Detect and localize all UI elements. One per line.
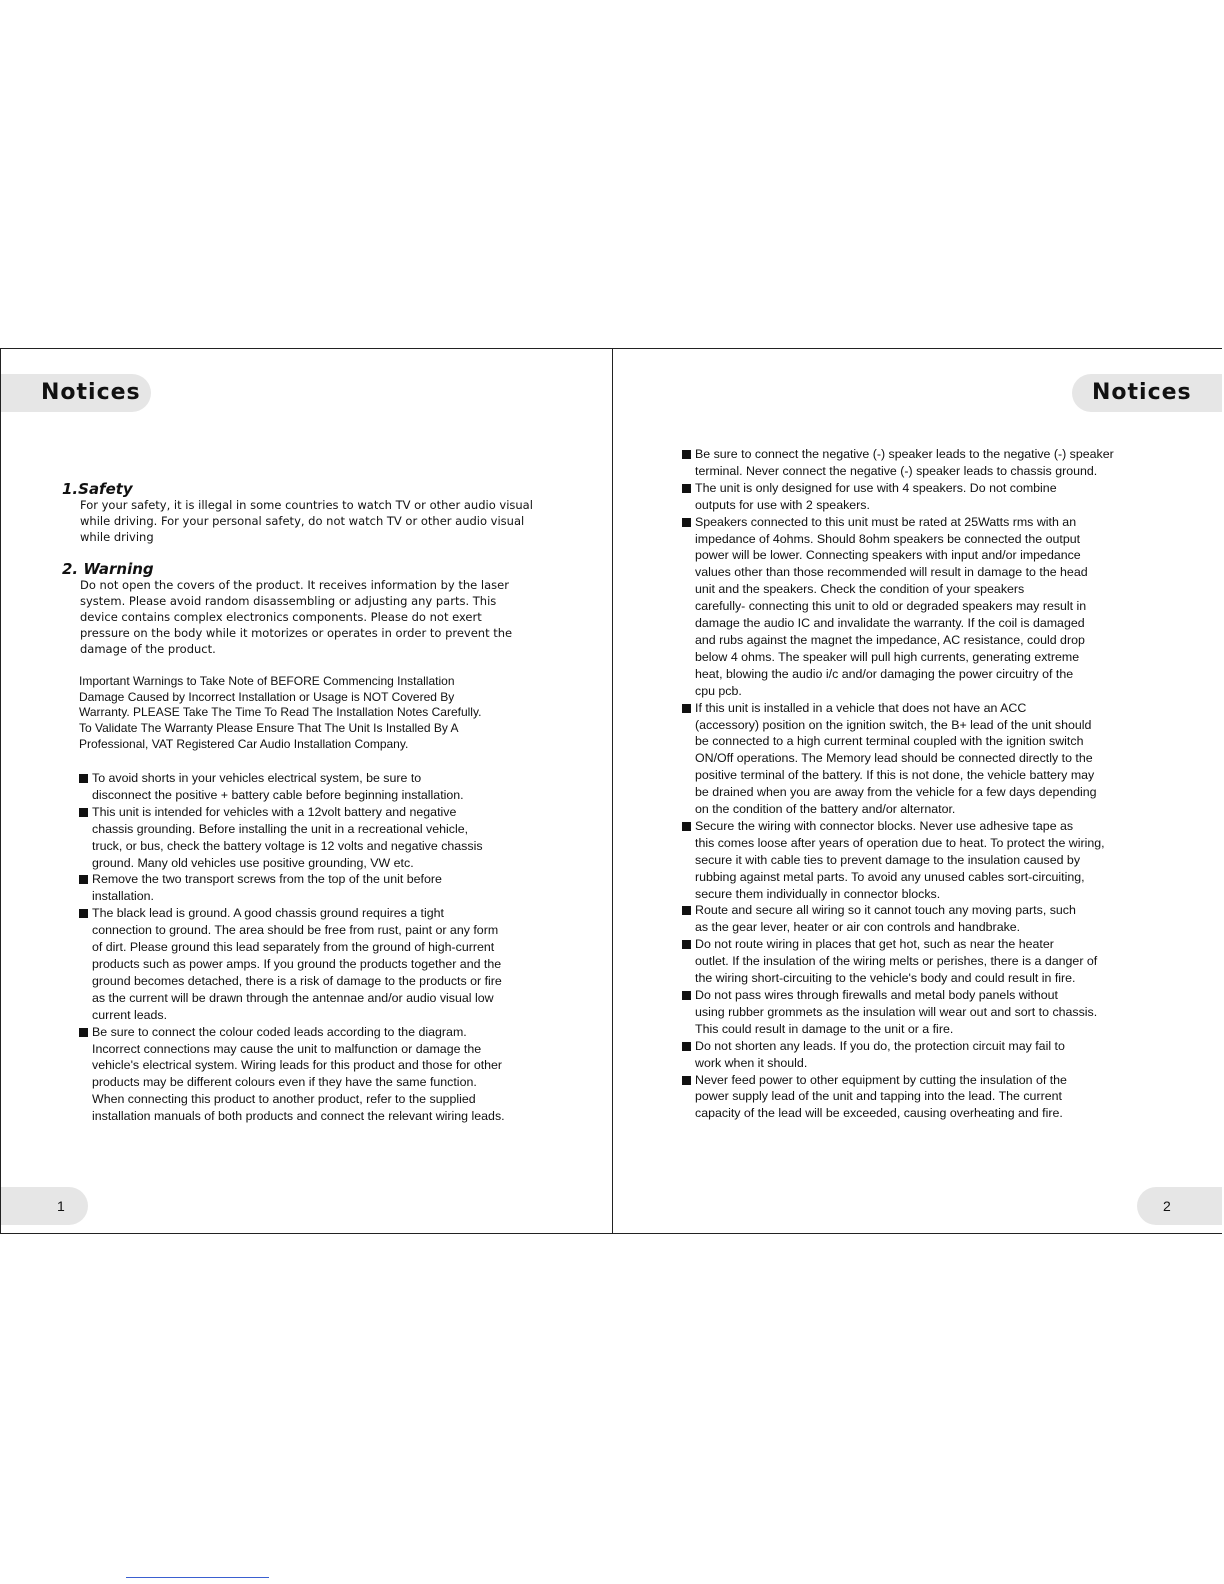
list-item-line: To avoid shorts in your vehicles electrical system, be sure to — [92, 771, 422, 785]
important-line: Warranty. PLEASE Take The Time To Read The Installation Notes Carefully. — [79, 705, 482, 720]
list-item-line: secure it with cable ties to prevent damage to the insulation caused by — [695, 852, 1081, 867]
list-item-line: as the current will be drawn through the antennae and/or audio visual low — [92, 990, 494, 1005]
safety-heading: 1.Safety — [62, 480, 133, 498]
list-item-line: be connected to a high current terminal coupled with the ignition switch — [695, 734, 1084, 749]
warning-line: Do not open the covers of the product. It receives information by the laser — [80, 578, 509, 592]
list-item-line: truck, or bus, check the battery voltage is 12 volts and negative chassis — [92, 838, 483, 853]
list-item-line: If this unit is installed in a vehicle that does not have an ACC — [695, 700, 1027, 715]
list-item — [682, 514, 1152, 700]
list-item — [682, 987, 1152, 1038]
list-item-line: This could result in damage to the unit or a fire. — [695, 1021, 954, 1036]
list-item-line: Be sure to connect the negative (-) speaker leads to the negative (-) speaker — [695, 447, 1114, 461]
list-item-line: Be sure to connect the colour coded leads according to the diagram. — [92, 1024, 467, 1039]
list-item-line: cpu pcb. — [695, 683, 742, 698]
safety-line: while driving — [80, 530, 154, 544]
list-item-line: ON/Off operations. The Memory lead should be connected directly to the — [695, 751, 1093, 766]
page-spine — [612, 348, 613, 1234]
page-number-right: 2 — [1137, 1187, 1222, 1225]
list-item-line: When connecting this product to another product, refer to the supplied — [92, 1092, 476, 1107]
header-tab-right: Notices — [1072, 374, 1222, 412]
list-item-line: using rubber grommets as the insulation will wear out and sort to chassis. — [695, 1004, 1098, 1019]
list-item-line: positive terminal of the battery. If this is not done, the vehicle battery may — [695, 768, 1095, 783]
list-item-line: secure them individually in connector blocks. — [695, 886, 941, 901]
list-item — [682, 936, 1152, 987]
warning-heading: 2. Warning — [62, 560, 154, 578]
list-item-line: rubbing against metal parts. To avoid any unused cables sort-circuiting, — [695, 869, 1085, 884]
list-item-line: of dirt. Please ground this lead separately from the ground of high-current — [92, 940, 495, 955]
list-item-line: heat, blowing the audio i/c and/or damaging the power circuitry of the — [695, 666, 1074, 681]
list-item — [79, 770, 549, 804]
list-item-line: Secure the wiring with connector blocks. Never use adhesive tape as — [695, 818, 1074, 833]
list-item-line: chassis grounding. Before installing the unit in a recreational vehicle, — [92, 821, 469, 836]
important-line: To Validate The Warranty Please Ensure That The Unit Is Installed By A — [79, 721, 459, 736]
list-item-line: The black lead is ground. A good chassis ground requires a tight — [92, 906, 444, 921]
warning-line: device contains complex electronics components. Please do not exert — [80, 610, 482, 624]
list-item — [682, 902, 1152, 936]
list-item-line: Do not pass wires through firewalls and metal body panels without — [695, 988, 1058, 1002]
safety-text — [80, 497, 533, 545]
left-bullet-list — [79, 770, 549, 1125]
list-item-line: the wiring short-circuiting to the vehicle's body and could result in fire. — [695, 971, 1076, 986]
list-item-line: Remove the two transport screws from the top of the unit before — [92, 872, 442, 887]
list-item-line: as the gear lever, heater or air con controls and handbrake. — [695, 920, 1021, 935]
important-warnings — [79, 674, 481, 753]
list-item-line: The unit is only designed for use with 4 speakers. Do not combine — [695, 480, 1057, 495]
list-item-line: vehicle's electrical system. Wiring leads for this product and those for other — [92, 1058, 503, 1073]
footer-rule — [126, 1577, 269, 1578]
list-item — [682, 818, 1152, 903]
list-item-line: Do not shorten any leads. If you do, the protection circuit may fail to — [695, 1038, 1065, 1053]
list-item-line: capacity of the lead will be exceeded, causing overheating and fire. — [695, 1106, 1063, 1121]
list-item-line: below 4 ohms. The speaker will pull high currents, generating extreme — [695, 649, 1080, 664]
list-item-line: power will be lower. Connecting speakers with input and/or impedance — [695, 548, 1081, 563]
list-item-line: ground. Many old vehicles use positive grounding, VW etc. — [92, 855, 414, 870]
warning-line: system. Please avoid random disassembling or adjusting any parts. This — [80, 594, 497, 608]
list-item-line: and rubs against the magnet the impedance, AC resistance, could drop — [695, 632, 1085, 647]
list-item-line: be drained when you are away from the vehicle for a few days depending — [695, 785, 1097, 800]
list-item-line: Do not route wiring in places that get hot, such as near the heater — [695, 937, 1054, 952]
list-item-line: carefully- connecting this unit to old or degraded speakers may result in — [695, 599, 1087, 614]
list-item-line: (accessory) position on the ignition switch, the B+ lead of the unit should — [695, 717, 1092, 732]
list-item-line: impedance of 4ohms. Should 8ohm speakers be connected the output — [695, 531, 1081, 546]
list-item — [682, 480, 1152, 514]
safety-line: while driving. For your personal safety, do not watch TV or other audio visual — [80, 514, 525, 528]
important-line: Professional, VAT Registered Car Audio Installation Company. — [79, 736, 409, 751]
list-item-line: current leads. — [92, 1007, 168, 1022]
list-item-line: values other than those recommended will result in damage to the head — [695, 565, 1088, 580]
important-line: Damage Caused by Incorrect Installation or Usage is NOT Covered By — [79, 689, 455, 704]
list-item — [79, 871, 549, 905]
list-item-line: this comes loose after years of operation due to heat. To protect the wiring, — [695, 835, 1105, 850]
list-item-line: connection to ground. The area should be free from rust, paint or any form — [92, 923, 499, 938]
header-tab-left: Notices — [1, 374, 151, 412]
list-item — [79, 1024, 549, 1125]
warning-line: pressure on the body while it motorizes or operates in order to prevent the — [80, 626, 513, 640]
right-bullet-list — [682, 446, 1152, 1122]
important-line: Important Warnings to Take Note of BEFORE Commencing Installation — [79, 674, 455, 688]
list-item-line: damage the audio IC and invalidate the warranty. If the coil is damaged — [695, 616, 1085, 631]
list-item-line: disconnect the positive + battery cable before beginning installation. — [92, 787, 464, 802]
list-item-line: on the condition of the battery and/or alternator. — [695, 802, 956, 817]
list-item-line: outputs for use with 2 speakers. — [695, 497, 870, 512]
list-item-line: Route and secure all wiring so it cannot touch any moving parts, such — [695, 903, 1076, 918]
list-item — [79, 804, 549, 872]
list-item-line: Incorrect connections may cause the unit to malfunction or damage the — [92, 1041, 482, 1056]
safety-line: For your safety, it is illegal in some countries to watch TV or other audio visual — [80, 498, 533, 512]
list-item-line: Never feed power to other equipment by cutting the insulation of the — [695, 1072, 1067, 1087]
page-number-left: 1 — [1, 1187, 88, 1225]
list-item-line: power supply lead of the unit and tapping into the lead. The current — [695, 1089, 1062, 1104]
list-item-line: products may be different colours even if they have the same function. — [92, 1075, 477, 1090]
list-item-line: ground becomes detached, there is a risk of damage to the products or fire — [92, 973, 502, 988]
list-item — [682, 1072, 1152, 1123]
warning-text — [80, 577, 512, 657]
list-item-line: outlet. If the insulation of the wiring melts or perishes, there is a danger of — [695, 954, 1098, 969]
list-item-line: installation. — [92, 889, 154, 904]
list-item-line: Speakers connected to this unit must be rated at 25Watts rms with an — [695, 514, 1077, 529]
list-item — [682, 446, 1152, 480]
list-item-line: work when it should. — [695, 1055, 808, 1070]
list-item-line: products such as power amps. If you ground the products together and the — [92, 956, 502, 971]
list-item — [79, 905, 549, 1023]
list-item-line: This unit is intended for vehicles with a 12volt battery and negative — [92, 804, 457, 819]
list-item — [682, 700, 1152, 818]
warning-line: damage of the product. — [80, 642, 216, 656]
list-item-line: installation manuals of both products and connect the relevant wiring leads. — [92, 1109, 505, 1124]
list-item-line: terminal. Never connect the negative (-) speaker leads to chassis ground. — [695, 463, 1098, 478]
list-item-line: unit and the speakers. Check the condition of your speakers — [695, 582, 1025, 597]
list-item — [682, 1038, 1152, 1072]
